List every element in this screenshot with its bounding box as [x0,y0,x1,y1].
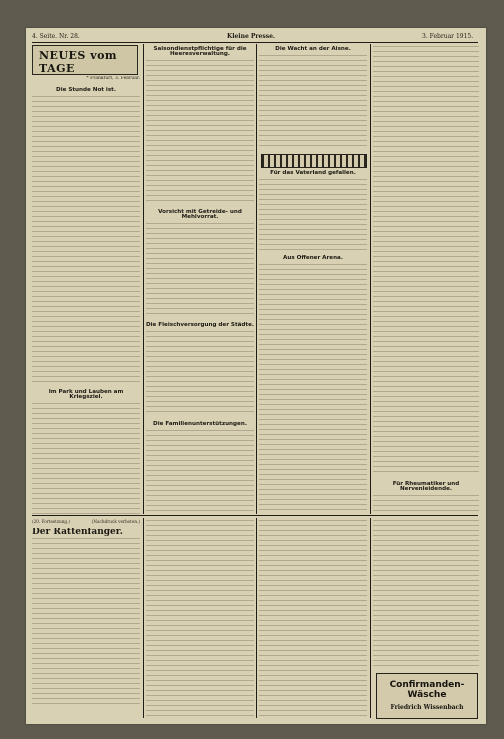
serial-body-4 [373,519,479,669]
section-rule [32,515,478,516]
column-3-a [259,45,367,151]
column-2-b [146,208,254,318]
serial-column-1 [32,528,140,718]
column-1-bottom [32,388,140,514]
advertisement [376,673,478,719]
serial-column-4 [373,519,479,669]
column-rule-1 [143,44,144,514]
ad-name: Friedrich Wissenbach [390,704,464,711]
newspaper-page [26,28,486,724]
serial-title: Der Rattenfänger. [32,528,123,537]
column-2-body-c [146,330,254,416]
heading-col4-a: Für Rheumatiker und Nervenleidende. [392,481,460,493]
column-2-c [146,321,254,417]
column-rule-4 [143,518,144,718]
heading-col2-d: Die Familienunterstützungen. [153,421,247,427]
serial-meta-left: (20. Fortsetzung.) [32,519,71,524]
serial-body-3 [259,519,367,718]
column-4-body-b [373,494,479,514]
ad-title: Confirmanden-Wäsche [389,680,465,700]
dateline-text: * Frankfurt, 3. Februar. [86,76,140,81]
header-right: 3. Februar 1915. [422,33,474,40]
heading-col3-b: Für das Vaterland gefallen. [270,170,356,176]
column-4-b [373,480,479,514]
column-1-body-2 [32,402,140,514]
column-rule-3 [370,44,371,514]
header-left: 4. Seite. Nr. 28. [32,33,80,40]
column-4-body-a [373,45,479,475]
dateline [32,76,140,86]
column-2-body-b [146,222,254,318]
heading-col3-a: Die Wacht an der Aisne. [275,46,351,52]
column-2-body-a [146,59,254,205]
serial-meta-right: (Nachdruck verboten.) [91,519,140,524]
column-3-body-b [259,178,367,250]
column-3-body-c [259,263,367,513]
column-rule-2 [256,44,257,514]
heading-col2-c: Die Fleischversorgung der Städte. [146,322,254,328]
column-rule-6 [370,518,371,718]
masthead [32,45,138,75]
header-center: Kleine Presse. [227,33,276,40]
column-3-b [259,169,367,251]
column-1-top [32,86,140,386]
page-header [32,32,478,42]
heading-col3-c: Aus Offener Arena. [283,255,343,261]
column-2-a [146,45,254,205]
serial-column-3 [259,519,367,718]
serial-body-2 [146,519,254,718]
serial-body-1 [32,537,140,707]
serial-column-2 [146,519,254,718]
heading-col2-b: Vorsicht mit Getreide- und Mehlvorrat. [158,209,242,221]
column-rule-5 [256,518,257,718]
column-2-body-d [146,429,254,513]
header-rule [32,42,478,43]
masthead-title: NEUES vom TAGE [39,49,118,75]
column-3-c [259,254,367,514]
heading-col2-a: Saisondienstpflichtige für die Heeresverwaltung. [153,46,247,58]
column-4-a [373,45,479,475]
column-1-body [32,95,140,385]
decorative-border [261,154,367,168]
heading-col1-a: Die Stunde Not ist. [56,87,116,93]
column-2-d [146,420,254,514]
column-3-body-a [259,54,367,150]
heading-col1-b: Im Park und Lauben am Kriegsziel. [48,389,124,401]
